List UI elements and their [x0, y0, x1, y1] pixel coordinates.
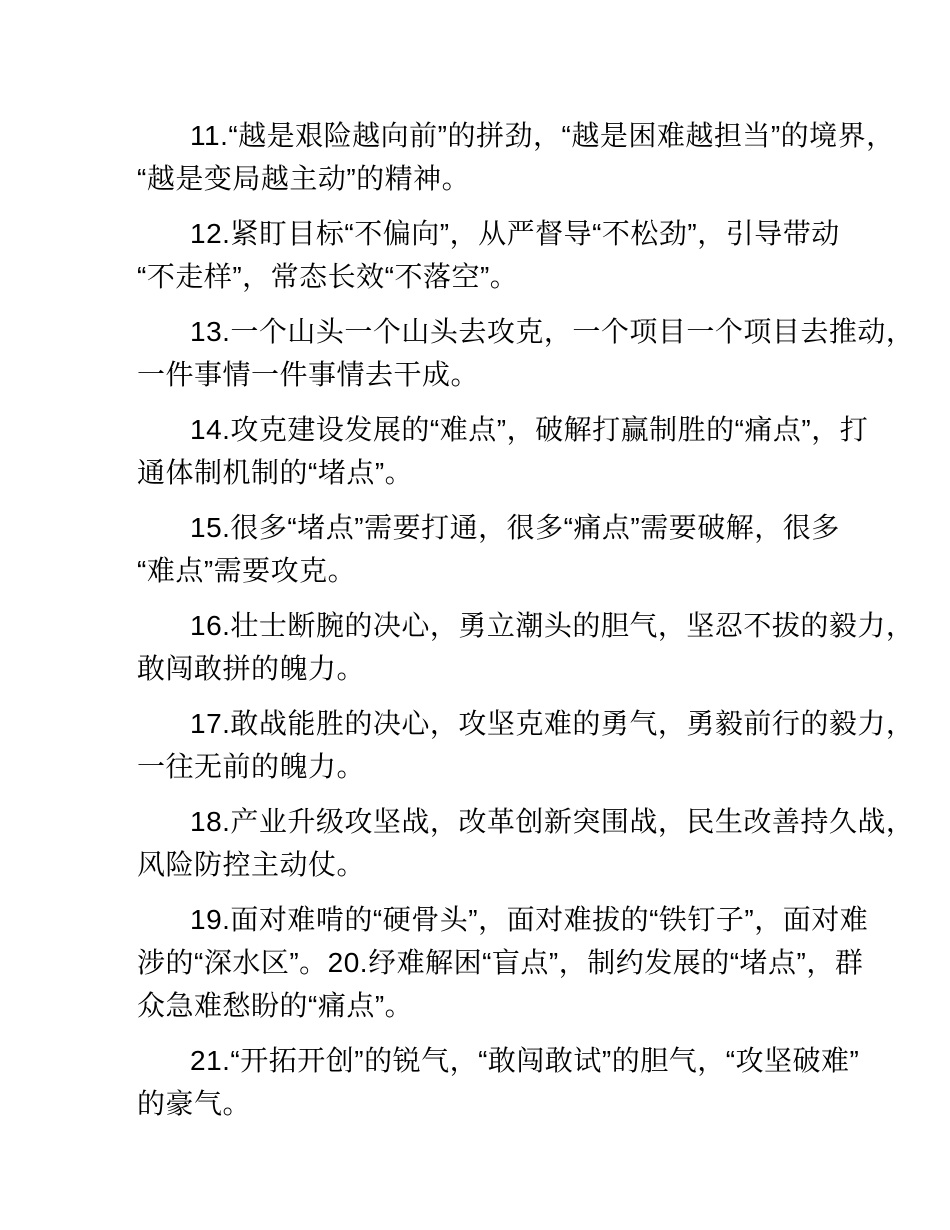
text-line: 14.攻克建设发展的“难点”，破解打赢制胜的“痛点”，打	[190, 414, 869, 445]
paragraph	[137, 800, 915, 886]
paragraph	[137, 212, 855, 298]
text-line: 的豪气。	[137, 1088, 252, 1119]
paragraph	[137, 702, 915, 788]
text-line: 12.紧盯目标“不偏向”，从严督导“不松劲”，引导带动	[190, 218, 840, 249]
paragraph	[137, 898, 869, 1027]
paragraph	[137, 114, 895, 200]
text-line: 一往无前的魄力。	[137, 751, 366, 782]
text-line: 敢闯敢拼的魄力。	[137, 653, 366, 684]
text-line: “越是变局越主动”的精神。	[137, 163, 471, 194]
text-line: 一件事情一件事情去干成。	[137, 359, 480, 390]
text-line: 21.“开拓开创”的锐气，“敢闯敢试”的胆气，“攻坚破难”	[190, 1045, 860, 1076]
text-line: 17.敢战能胜的决心，攻坚克难的勇气，勇毅前行的毅力，	[190, 708, 915, 739]
text-line: “不走样”，常态长效“不落空”。	[137, 261, 519, 292]
paragraph	[137, 1039, 860, 1125]
text-line: 19.面对难啃的“硬骨头”，面对难拔的“铁钉子”，面对难	[190, 904, 869, 935]
document-content	[137, 114, 915, 1125]
text-line: 13.一个山头一个山头去攻克，一个项目一个项目去推动，	[190, 316, 915, 347]
paragraph	[137, 506, 855, 592]
text-line: 15.很多“堵点”需要打通，很多“痛点”需要破解，很多	[190, 512, 840, 543]
text-line: 涉的“深水区”。20.纾难解困“盲点”，制约发展的“堵点”，群	[137, 947, 864, 978]
paragraph	[137, 310, 915, 396]
paragraph	[137, 408, 869, 494]
text-line: 通体制机制的“堵点”。	[137, 457, 414, 488]
text-line: “难点”需要攻克。	[137, 555, 357, 586]
text-line: 11.“越是艰险越向前”的拼劲，“越是困难越担当”的境界，	[190, 120, 895, 151]
text-line: 16.壮士断腕的决心，勇立潮头的胆气，坚忍不拔的毅力，	[190, 610, 915, 641]
text-line: 18.产业升级攻坚战，改革创新突围战，民生改善持久战，	[190, 806, 915, 837]
paragraph	[137, 604, 915, 690]
text-line: 众急难愁盼的“痛点”。	[137, 990, 414, 1021]
text-line: 风险防控主动仗。	[137, 849, 366, 880]
